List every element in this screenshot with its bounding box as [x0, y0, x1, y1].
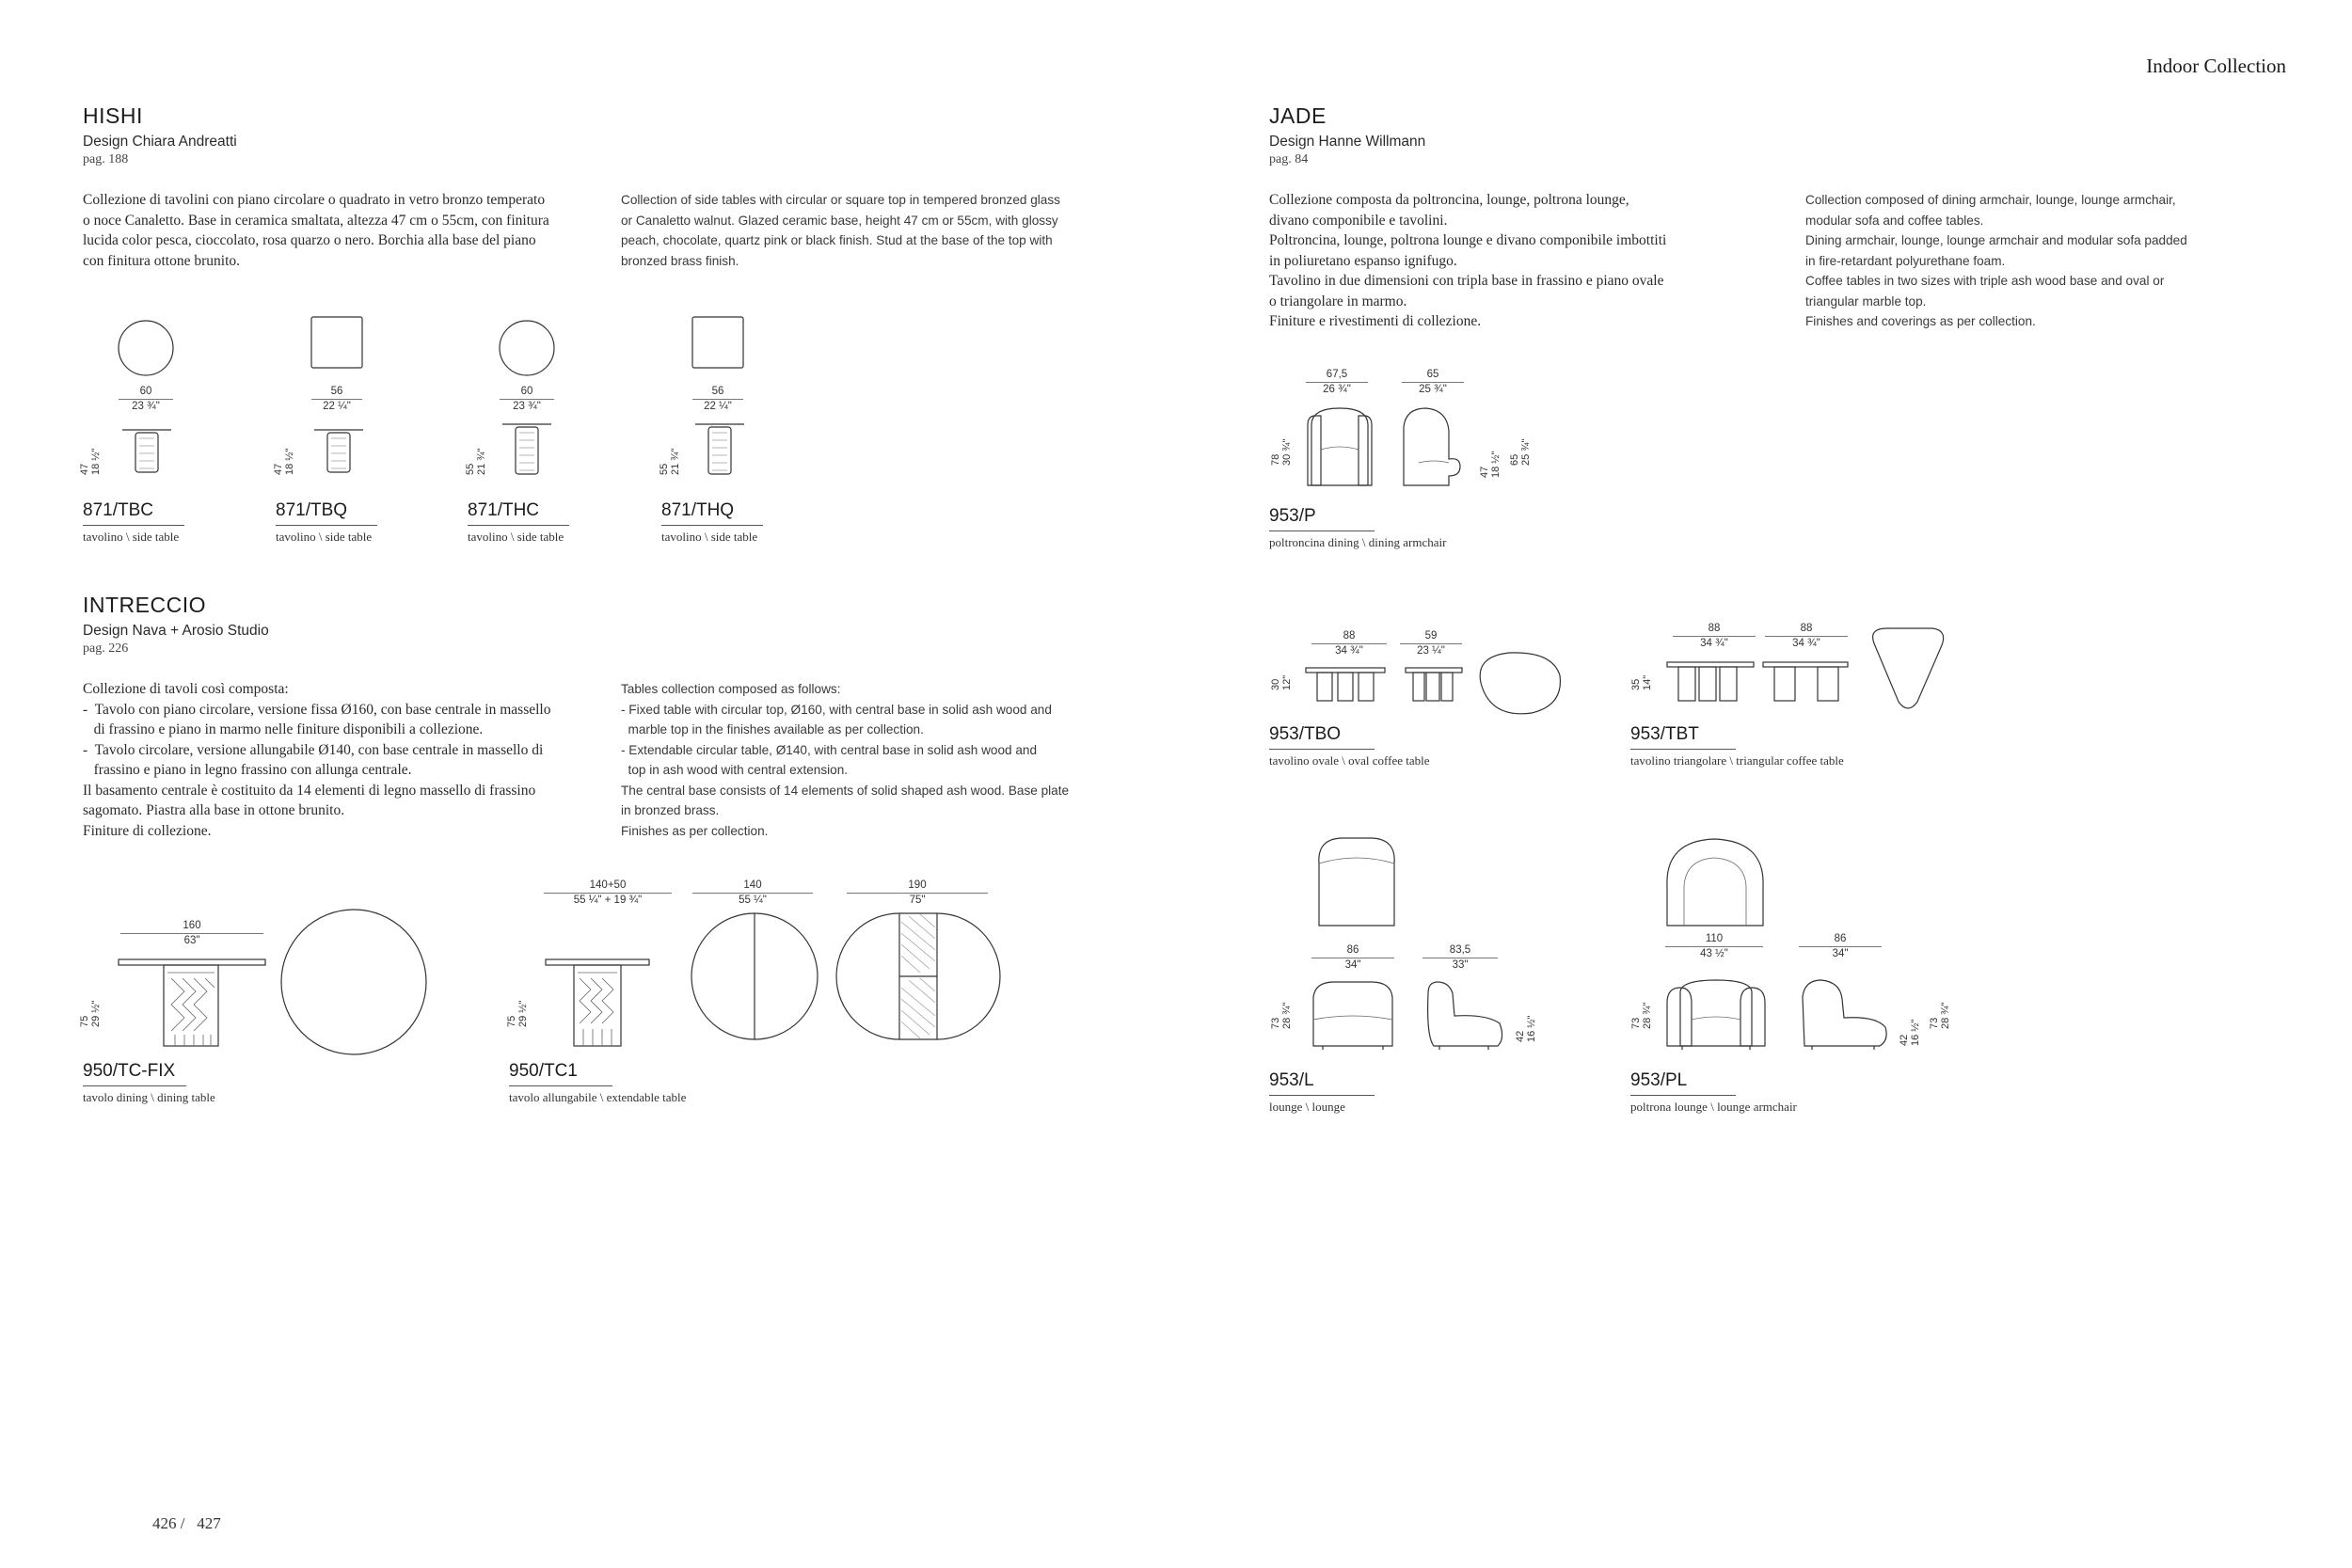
arm-height-dim: 65 25 ¾" [1509, 438, 1532, 466]
product-code: 953/PL [1630, 1070, 1688, 1090]
seat-height-dim: 42 16 ½" [1899, 1019, 1921, 1046]
lounge-side-view [1421, 980, 1507, 1052]
jade-designer: Design Hanne Willmann [1269, 134, 1426, 150]
side-table-elevation [695, 423, 744, 476]
depth-dim: 65 25 ¾" [1402, 369, 1464, 396]
extended-top-view [835, 912, 1001, 1040]
hishi-title: HISHI [83, 103, 143, 128]
dining-table-elevation [119, 959, 265, 1048]
width-dim: 60 23 ¾" [119, 386, 173, 413]
collection-title: Indoor Collection [2146, 55, 2286, 77]
width-dim: 88 34 ¾" [1673, 623, 1756, 650]
jade-text-it: Collezione composta da poltroncina, lounge, poltrona lounge, divano componibile e tavolini. Poltroncina, lounge, poltrona lounge e divano componibile imbottiti in poliuretano espanso ignifugo. Tavolino in due dimensioni con tripla base in frassino e piano ovale o triangolare in marmo. Finiture e rivestimenti di collezione. [1269, 192, 1667, 329]
intreccio-title: INTRECCIO [83, 593, 206, 617]
width-dim: 110 43 ½" [1665, 933, 1763, 960]
jade-title: JADE [1269, 103, 1327, 128]
lounge-front-view [1310, 980, 1396, 1052]
product-code: 871/TBC [83, 500, 153, 520]
width-dim: 88 34 ¾" [1311, 630, 1387, 657]
extended-width-dim: 140+50 55 ¼" + 19 ¾" [544, 879, 672, 907]
product-code: 871/THQ [661, 500, 735, 520]
armchair-front-view [1306, 406, 1374, 489]
width-dim: 60 23 ¾" [500, 386, 554, 413]
lounge-top-view [1313, 835, 1400, 929]
arm-height-dim: 73 28 ¾" [1929, 1002, 1951, 1029]
extendable-table-elevation [546, 959, 649, 1048]
intreccio-text-en: Tables collection composed as follows: - Fixed table with circular top, Ø160, with central base in solid ash wood and marble top in the finishes available as per collection. - Extendable circular table, Ø140, with central base in solid ash wood and top in ash wood with central extension. The central base consists of 14 elements of solid shaped ash wood. Base plate in bronzed brass. Finishes as per collection. [621, 682, 1070, 838]
height-dim: 55 21 ¾" [659, 448, 681, 475]
round-top-view [499, 320, 555, 376]
jade-page-ref: pag. 84 [1269, 152, 1309, 166]
height-dim: 75 29 ½" [79, 1000, 102, 1027]
width-dim: 56 22 ¼" [311, 386, 362, 413]
oval-table-side-view [1406, 668, 1462, 702]
intreccio-page-ref: pag. 226 [83, 641, 129, 656]
product-code: 950/TC-FIX [83, 1061, 176, 1081]
armchair-side-view [1799, 978, 1891, 1052]
product-desc: tavolino \ side table [468, 530, 564, 544]
height-dim: 30 12" [1270, 674, 1293, 690]
height-dim: 75 29 ½" [506, 1000, 529, 1027]
page-numbers: 426 / 427 [152, 1514, 221, 1532]
product-desc: tavolino triangolare \ triangular coffee table [1630, 753, 1844, 768]
round-top-view [118, 320, 174, 376]
triangular-table-front-view [1667, 662, 1754, 702]
closed-width-dim: 140 55 ¼" [692, 879, 813, 907]
depth-dim: 86 34" [1799, 933, 1882, 960]
product-desc: lounge \ lounge [1269, 1100, 1345, 1114]
product-desc: poltroncina dining \ dining armchair [1269, 535, 1447, 549]
depth-dim: 88 34 ¾" [1765, 623, 1848, 650]
product-desc: tavolino \ side table [661, 530, 758, 544]
height-dim: 35 14" [1630, 674, 1653, 690]
height-dim: 55 21 ¾" [465, 448, 487, 475]
armchair-side-view [1400, 406, 1470, 489]
product-desc: tavolo allungabile \ extendable table [509, 1090, 687, 1104]
intreccio-text-it: Collezione di tavoli così composta: - Tavolo con piano circolare, versione fissa Ø160, con base centrale in massello di frassino e piano in marmo nelle finiture disponibili a collezione. - Tavolo circolare, versione allungabile Ø140, con base centrale in massello di frassino e piano in legno frassino con allunga centrale. Il basamento centrale è costituito da 14 elementi di legno massello di frassino sagomato. Piastra alla base in ottone brunito. Finiture di collezione. [83, 681, 551, 839]
round-top-view [280, 909, 427, 1055]
depth-dim: 59 23 ¼" [1400, 630, 1462, 657]
depth-dim: 83,5 33" [1422, 944, 1498, 972]
product-desc: tavolino ovale \ oval coffee table [1269, 753, 1430, 768]
hishi-designer: Design Chiara Andreatti [83, 134, 237, 150]
jade-text-en: Collection composed of dining armchair, lounge, lounge armchair, modular sofa and coffee tables. Dining armchair, lounge, lounge armchair and modular sofa padded in fire-retardant polyurethane foam. Coffee tables in two sizes with triple ash wood base and oval or triangular marble top. Finishes and coverings as per collection. [1805, 193, 2187, 328]
width-dim: 160 63" [120, 920, 263, 947]
product-desc: poltrona lounge \ lounge armchair [1630, 1100, 1797, 1114]
product-desc: tavolo dining \ dining table [83, 1090, 215, 1104]
oval-table-front-view [1306, 668, 1385, 702]
seat-height-dim: 42 16 ½" [1515, 1015, 1537, 1042]
height-dim: 47 18 ½" [79, 448, 102, 475]
product-code: 953/TBO [1269, 724, 1342, 744]
height-dim: 78 30 ¾" [1270, 438, 1293, 466]
oval-top-view [1471, 649, 1564, 717]
triangular-table-side-view [1763, 662, 1848, 702]
width-dim: 86 34" [1311, 944, 1394, 972]
width-dim: 56 22 ¼" [692, 386, 743, 413]
side-table-elevation [122, 429, 171, 474]
square-top-view [310, 316, 363, 369]
product-code: 953/L [1269, 1070, 1314, 1090]
hishi-page-ref: pag. 188 [83, 152, 129, 166]
height-dim: 73 28 ¾" [1630, 1002, 1653, 1029]
side-table-elevation [502, 423, 551, 476]
product-desc: tavolino \ side table [83, 530, 180, 544]
product-code: 950/TC1 [509, 1061, 578, 1081]
width-dim: 67,5 26 ¾" [1306, 369, 1368, 396]
hishi-text-en: Collection of side tables with circular or square top in tempered bronzed glass or Canaletto walnut. Glazed ceramic base, height 47 cm or 55cm, with glossy peach, chocolate, quartz pink or black finish. Stud at the base of the top with bronzed brass finish. [621, 193, 1060, 268]
product-code: 871/THC [468, 500, 540, 520]
product-code: 953/TBT [1630, 724, 1699, 744]
square-top-view [691, 316, 744, 369]
side-table-elevation [314, 429, 363, 474]
product-code: 871/TBQ [276, 500, 348, 520]
height-dim: 47 18 ½" [273, 448, 295, 475]
intreccio-designer: Design Nava + Arosio Studio [83, 623, 269, 639]
triangular-top-view [1867, 625, 1947, 713]
hishi-text-it: Collezione di tavolini con piano circolare o quadrato in vetro bronzo temperato o noce Canaletto. Base in ceramica smaltata, altezza 47 cm o 55cm, con finitura lucida color pesca, cioccolato, rosa quarzo o nero. Borchia alla base del piano con finitura ottone brunito. [83, 192, 549, 269]
armchair-top-view [1663, 835, 1767, 929]
round-top-view [691, 912, 818, 1040]
product-desc: tavolino \ side table [276, 530, 373, 544]
height-dim: 73 28 ¾" [1270, 1002, 1293, 1029]
seat-height-dim: 47 18 ½" [1479, 451, 1502, 478]
open-width-dim: 190 75" [847, 879, 988, 907]
product-code: 953/P [1269, 506, 1316, 526]
armchair-front-view [1663, 978, 1769, 1052]
